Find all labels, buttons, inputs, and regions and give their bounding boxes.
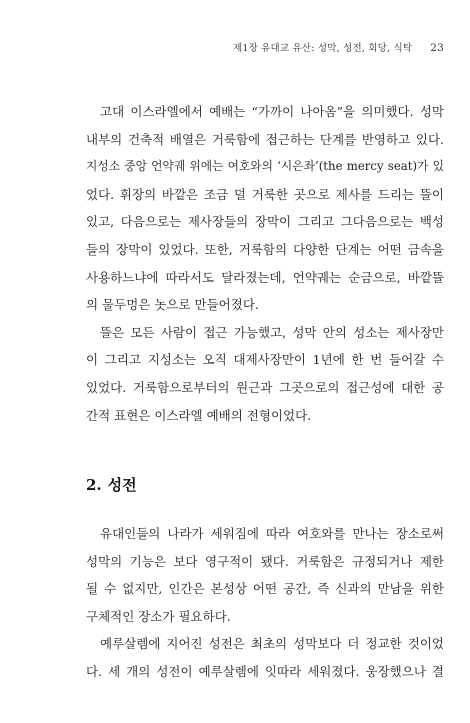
section-2-body bbox=[86, 520, 444, 686]
paragraph-line: 예루살렘에 지어진 성전은 최초의 성막보다 더 정교한 것이었 bbox=[100, 636, 444, 652]
paragraph-line: 구체적인 장소가 필요하다. bbox=[86, 608, 231, 624]
page-number: 23 bbox=[430, 42, 444, 54]
paragraph-line: 의 물두멍은 놋으로 만들어졌다. bbox=[86, 297, 259, 313]
section-number: 2. bbox=[86, 476, 102, 494]
paragraph-line: 었다. 휘장의 바깥은 조금 덜 거룩한 곳으로 제사를 드리는 뜰이 bbox=[86, 186, 444, 202]
paragraph-line: 들의 장막이 있었다. 또한, 거룩함의 다양한 단계는 어떤 금속을 bbox=[86, 241, 444, 257]
paragraph-line: 고대 이스라엘에서 예배는 “가까이 나아옴”을 의미했다. 성막 bbox=[100, 104, 444, 119]
paragraph-line: 이 그리고 지성소는 오직 대제사장만이 1년에 한 번 들어갈 수 bbox=[86, 352, 444, 368]
paragraph-line: 사용하느냐에 따라서도 달라졌는데, 언약궤는 순금으로, 바깥뜰 bbox=[86, 269, 444, 285]
paragraph-line: 간적 표현은 이스라엘 예배의 전형이었다. bbox=[86, 407, 312, 423]
section-1-body bbox=[86, 98, 444, 429]
section-title: 성전 bbox=[107, 476, 137, 494]
paragraph-line: 지성소 중앙 언약궤 위에는 여호와의 ‘시은좌’(the mercy seat)가 있 bbox=[86, 159, 444, 174]
chapter-title: 제1장 유대교 유산: 성막, 성전, 회당, 식탁 bbox=[232, 43, 413, 54]
paragraph-line: 성막의 기능은 보다 영구적이 됐다. 거룩함은 규정되거나 제한 bbox=[86, 553, 444, 569]
section-heading bbox=[86, 474, 137, 495]
running-header bbox=[86, 40, 444, 54]
paragraph-line: 유대인들의 나라가 세워짐에 따라 여호와를 만나는 장소로써 bbox=[100, 526, 444, 541]
paragraph-line: 뜰은 모든 사람이 접근 가능했고, 성막 안의 성소는 제사장만 bbox=[100, 324, 444, 340]
paragraph-line: 있었다. 거룩함으로부터의 원근과 그곳으로의 접근성에 대한 공 bbox=[86, 379, 444, 395]
paragraph-line: 내부의 건축적 배열은 거룩함에 접근하는 단계를 반영하고 있다. bbox=[86, 131, 444, 147]
paragraph-line: 있고, 다음으로는 제사장들의 장막이 그리고 그다음으로는 백성 bbox=[86, 214, 444, 230]
paragraph-line: 다. 세 개의 성전이 예루살렘에 잇따라 세워졌다. 웅장했으나 결 bbox=[86, 663, 444, 679]
paragraph-line: 될 수 없지만, 인간은 본성상 어떤 공간, 즉 신과의 만남을 위한 bbox=[86, 581, 444, 597]
